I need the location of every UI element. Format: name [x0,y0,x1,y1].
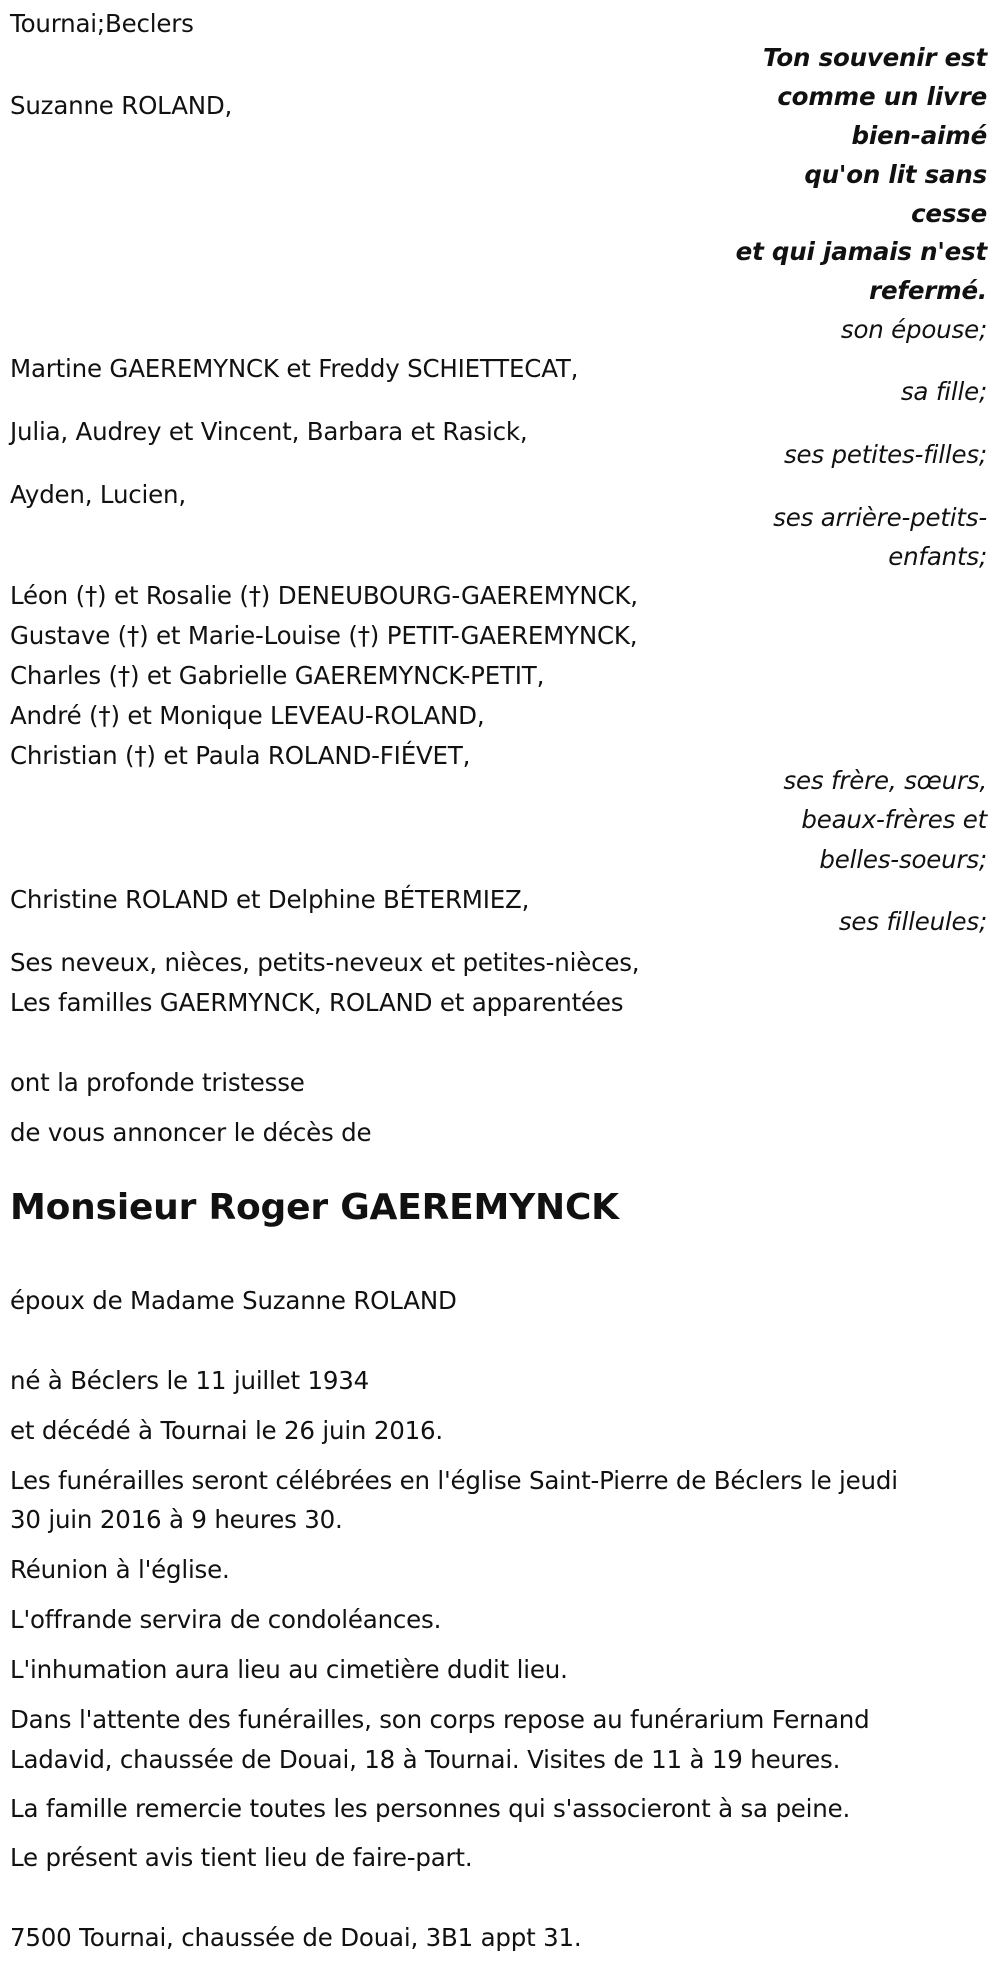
siblings-relation: beaux-frères et [801,805,987,834]
sibling-line: Charles (†) et Gabrielle GAEREMYNCK-PETIT, [10,661,545,690]
goddaughters-relation: ses filleules; [838,907,987,936]
verse-line: Ton souvenir est [763,43,987,72]
funeral-info: 30 juin 2016 à 9 heures 30. [10,1505,343,1534]
verse-line: comme un livre [777,82,987,111]
funeral-info: Les funérailles seront célébrées en l'église Saint-Pierre de Béclers le jeudi [10,1466,898,1495]
funerarium-info: Dans l'attente des funérailles, son corps repose au funérarium Fernand [10,1705,870,1734]
daughter-relation: sa fille; [900,377,987,406]
greatgrandchildren-relation: ses arrière-petits- [773,503,987,532]
announcement-line: ont la profonde tristesse [10,1068,305,1097]
verse-line: et qui jamais n'est [735,237,987,266]
siblings-relation: belles-soeurs; [819,845,987,874]
verse-line: qu'on lit sans [804,160,987,189]
daughter-name: Martine GAEREMYNCK et Freddy SCHIETTECAT, [10,354,579,383]
burial-info: L'inhumation aura lieu au cimetière dudit lieu. [10,1655,568,1684]
greatgrandchildren-relation: enfants; [888,542,987,571]
greatgrandchildren-names: Ayden, Lucien, [10,480,186,509]
contact-address: 7500 Tournai, chaussée de Douai, 3B1 appt 31. [10,1923,582,1952]
locality: Tournai;Beclers [10,9,194,38]
birth-info: né à Béclers le 11 juillet 1934 [10,1366,370,1395]
funerarium-info: Ladavid, chaussée de Douai, 18 à Tournai. Visites de 11 à 19 heures. [10,1745,841,1774]
sibling-line: André (†) et Monique LEVEAU-ROLAND, [10,701,485,730]
offering-info: L'offrande servira de condoléances. [10,1605,442,1634]
goddaughters-names: Christine ROLAND et Delphine BÉTERMIEZ, [10,885,530,914]
thanks-text: La famille remercie toutes les personnes qui s'associeront à sa peine. [10,1794,851,1823]
extended-family-line: Ses neveux, nièces, petits-neveux et petites-nièces, [10,948,640,977]
announcement-line: de vous annoncer le décès de [10,1118,372,1147]
sibling-line: Léon (†) et Rosalie (†) DENEUBOURG-GAEREMYNCK, [10,581,638,610]
verse-line: cesse [911,199,987,228]
death-info: et décédé à Tournai le 26 juin 2016. [10,1416,443,1445]
reunion-info: Réunion à l'église. [10,1555,230,1584]
verse-line: bien-aimé [851,121,987,150]
spouse-of: époux de Madame Suzanne ROLAND [10,1286,457,1315]
verse-line: refermé. [869,276,987,305]
spouse-name: Suzanne ROLAND, [10,91,233,120]
spouse-relation: son épouse; [840,315,987,344]
sibling-line: Christian (†) et Paula ROLAND-FIÉVET, [10,741,471,770]
extended-family-line: Les familles GAERMYNCK, ROLAND et apparentées [10,988,624,1017]
deceased-name: Monsieur Roger GAEREMYNCK [10,1187,619,1228]
siblings-relation: ses frère, sœurs, [783,766,987,795]
sibling-line: Gustave (†) et Marie-Louise (†) PETIT-GAEREMYNCK, [10,621,638,650]
granddaughters-names: Julia, Audrey et Vincent, Barbara et Rasick, [10,417,528,446]
notice-text: Le présent avis tient lieu de faire-part. [10,1843,473,1872]
granddaughters-relation: ses petites-filles; [783,440,987,469]
